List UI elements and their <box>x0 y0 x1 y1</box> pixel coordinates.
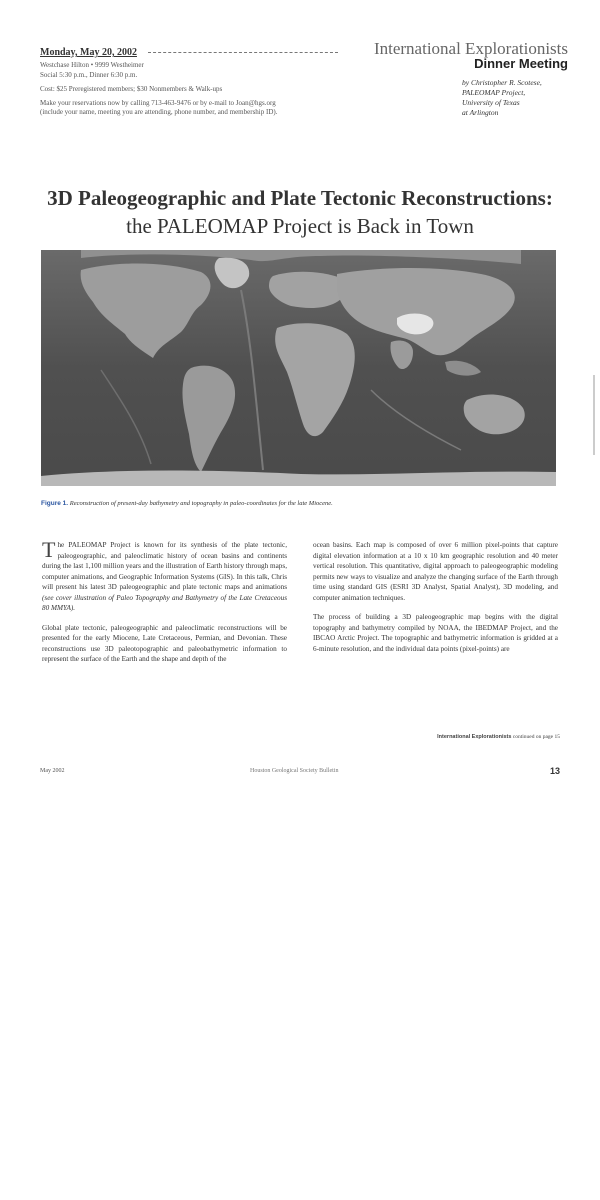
meeting-date: Monday, May 20, 2002 <box>40 47 137 58</box>
meeting-times: Social 5:30 p.m., Dinner 6:30 p.m. <box>40 71 138 79</box>
article-column-right <box>313 540 558 663</box>
section-organization: International Explorationists <box>373 39 568 58</box>
article-paragraph: Global plate tectonic, paleogeographic and paleoclimatic reconstructions will be presented for the early Miocene, Late Cretaceous, Permian, and Devonian. These reconstructions use 3D paleotopographic and paleobathymetric information to represent the surface of the Earth and the shape and depth of the <box>42 623 287 663</box>
meeting-cost: Cost: $25 Preregistered members; $30 Nonmembers & Walk-ups <box>40 85 223 93</box>
section-event-type: Dinner Meeting <box>474 56 568 71</box>
figure-label: Figure 1. <box>41 500 69 507</box>
article-text-italic: (see cover illustration of Paleo Topography and Bathymetry of the Late Cretaceous 80 MMYA). <box>42 593 287 612</box>
meeting-reservations: Make your reservations now by calling 713-463-9476 or by e-mail to Joan@hgs.org (include your name, meeting you are attending, phone number, and membership ID). <box>40 99 278 116</box>
footer-date: May 2002 <box>40 768 65 774</box>
article-paragraph: The process of building a 3D paleogeographic map begins with the digital topography and bathymetry compiled by NOAA, the IBEDMAP Project, and the IBCAO Arctic Project. The topographic and bathymetric information is gridded at a 6-minute resolution, and the individual data points (pixel-points) are <box>313 613 558 653</box>
byline-affiliation: PALEOMAP Project, <box>462 88 526 97</box>
meeting-location: Westchase Hilton • 9999 Westheimer <box>40 61 144 69</box>
figure-caption-text: Reconstruction of present-day bathymetry and topography in paleo-coordinates for the late Miocene. <box>69 500 333 507</box>
byline-affiliation: University of Texas <box>462 98 520 107</box>
byline <box>462 78 582 118</box>
drop-cap: T <box>42 537 56 562</box>
scan-edge-mark <box>593 375 595 455</box>
article-text: he PALEOMAP Project is known for its synthesis of the plate tectonic, paleogeographic, and paleoclimatic history of ocean basins and continents during the last 1,100 million years and the illustration of Earth history through maps, computer animations, and Geographic Information Systems (GIS). In this talk, Chris will present his latest 3D paleogeographic and plate tectonic maps and animations <box>42 541 287 591</box>
header-rule <box>148 52 338 53</box>
continued-text: continued on page 15 <box>512 734 560 740</box>
paleo-map-image <box>41 250 556 486</box>
figure-caption <box>41 500 561 507</box>
article-subtitle: the PALEOMAP Project is Back in Town <box>126 214 474 238</box>
continued-org: International Explorationists <box>437 734 512 740</box>
page-number: 13 <box>549 766 560 776</box>
article-paragraph: ocean basins. Each map is composed of over 6 million pixel-points that capture digital elevation information at a 10 x 10 km geographic resolution and 40 meter vertical resolution. This quantitative, digital approach to paleogeographic modeling permits new ways to visualize and analyze the changing surface of the Earth through time using standard GIS (ESRI 3D Analyst, Spatial Analyst), 3D modeling, and computer animation techniques. <box>313 541 558 602</box>
byline-affiliation: at Arlington <box>462 108 499 117</box>
article-paragraph <box>42 537 287 614</box>
paleogeographic-map-figure <box>41 250 556 486</box>
continued-note <box>437 734 560 740</box>
article-title: 3D Paleogeographic and Plate Tectonic Reconstructions: <box>47 186 553 210</box>
byline-author: by Christopher R. Scotese, <box>462 78 542 87</box>
footer-publication: Houston Geological Society Bulletin <box>250 768 339 774</box>
article-column-left <box>42 537 287 674</box>
